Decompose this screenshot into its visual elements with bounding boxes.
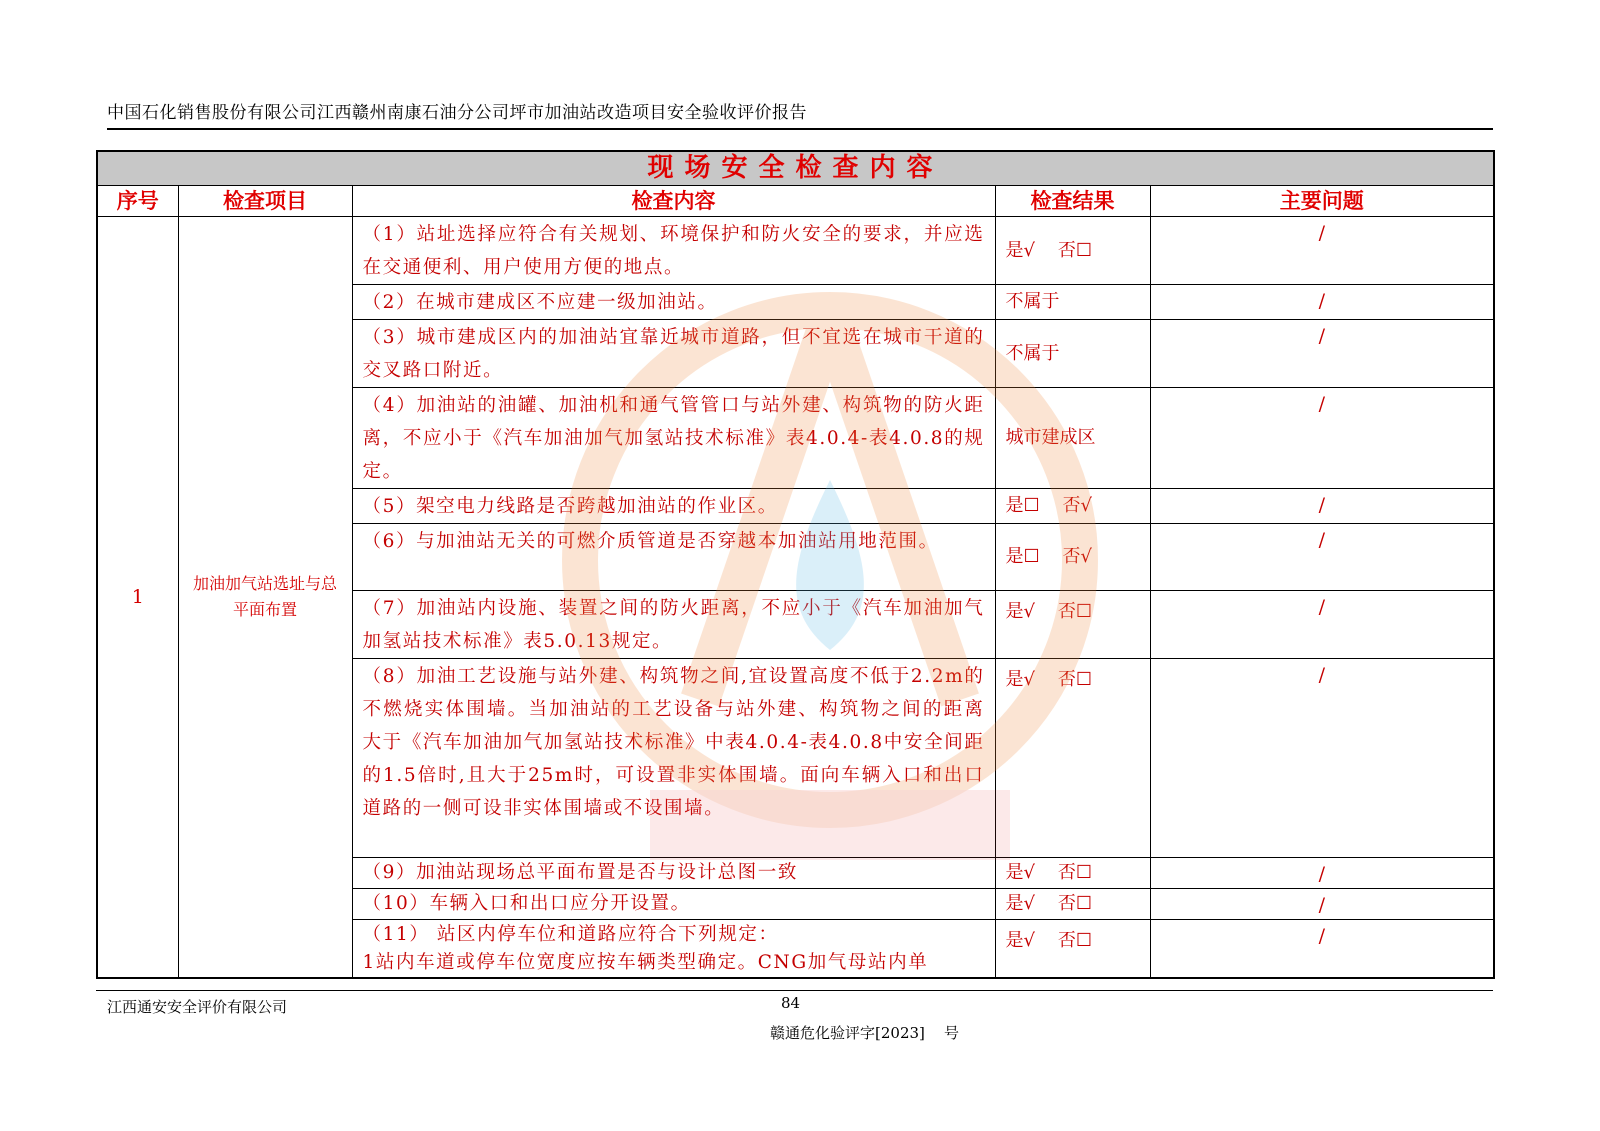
main-issue: / — [1150, 659, 1494, 858]
check-result: 是√ 否☐ — [995, 920, 1150, 979]
main-issue: / — [1150, 320, 1494, 388]
check-result: 不属于 — [995, 285, 1150, 320]
check-result: 是√ 否☐ — [995, 591, 1150, 659]
row-index: 1 — [97, 217, 178, 979]
main-issue: / — [1150, 591, 1494, 659]
check-content: （7）加油站内设施、装置之间的防火距离，不应小于《汽车加油加气加氢站技术标准》表5.0.13规定。 — [352, 591, 995, 659]
check-result: 城市建成区 — [995, 388, 1150, 489]
page-header-title: 中国石化销售股份有限公司江西赣州南康石油分公司坪市加油站改造项目安全验收评价报告 — [107, 103, 807, 123]
document-code: 赣通危化验评字[2023] 号 — [770, 1024, 959, 1042]
page-number: 84 — [781, 994, 801, 1012]
check-content: （2）在城市建成区不应建一级加油站。 — [352, 285, 995, 320]
main-issue: / — [1150, 285, 1494, 320]
main-issue: / — [1150, 217, 1494, 285]
column-header-index: 序号 — [97, 186, 178, 217]
check-result: 不属于 — [995, 320, 1150, 388]
check-result: 是☐ 否√ — [995, 489, 1150, 524]
header-divider — [107, 128, 1493, 130]
main-issue: / — [1150, 388, 1494, 489]
inspection-table — [96, 150, 1495, 979]
main-issue: / — [1150, 858, 1494, 889]
footer-company: 江西通安安全评价有限公司 — [107, 998, 288, 1016]
table-banner: 现场安全检查内容 — [97, 151, 1494, 186]
main-issue: / — [1150, 920, 1494, 979]
check-content: （5）架空电力线路是否跨越加油站的作业区。 — [352, 489, 995, 524]
main-issue: / — [1150, 489, 1494, 524]
check-result: 是√ 否☐ — [995, 889, 1150, 920]
check-content: （8）加油工艺设施与站外建、构筑物之间,宜设置高度不低于2.2m的不燃烧实体围墙。当加油站的工艺设备与站外建、构筑物之间的距离大于《汽车加油加气加氢站技术标准》中表4.0.4-表4.0.8中安全间距的1.5倍时,且大于25m时，可设置非实体围墙。面向车辆入口和出口道路的一侧可设非实体围墙或不设围墙。 — [352, 659, 995, 858]
table-row — [97, 217, 1494, 285]
check-content: （3）城市建成区内的加油站宜靠近城市道路，但不宜选在城市干道的交叉路口附近。 — [352, 320, 995, 388]
column-header-item: 检查项目 — [178, 186, 352, 217]
check-result: 是☐ 否√ — [995, 524, 1150, 591]
column-header-content: 检查内容 — [352, 186, 995, 217]
column-header-result: 检查结果 — [995, 186, 1150, 217]
main-issue: / — [1150, 524, 1494, 591]
check-content: （11） 站区内停车位和道路应符合下列规定： 1站内车道或停车位宽度应按车辆类型确定。CNG加气母站内单 — [352, 920, 995, 979]
check-result: 是√ 否☐ — [995, 858, 1150, 889]
check-content: （6）与加油站无关的可燃介质管道是否穿越本加油站用地范围。 — [352, 524, 995, 591]
column-header-issue: 主要问题 — [1150, 186, 1494, 217]
check-result: 是√ 否☐ — [995, 217, 1150, 285]
check-result: 是√ 否☐ — [995, 659, 1150, 858]
inspection-item: 加油加气站选址与总平面布置 — [178, 217, 352, 979]
footer-divider — [96, 990, 1493, 991]
main-issue: / — [1150, 889, 1494, 920]
check-content: （10）车辆入口和出口应分开设置。 — [352, 889, 995, 920]
check-content: （4）加油站的油罐、加油机和通气管管口与站外建、构筑物的防火距离，不应小于《汽车加油加气加氢站技术标准》表4.0.4-表4.0.8的规定。 — [352, 388, 995, 489]
check-content: （9）加油站现场总平面布置是否与设计总图一致 — [352, 858, 995, 889]
check-content: （1）站址选择应符合有关规划、环境保护和防火安全的要求，并应选在交通便利、用户使用方便的地点。 — [352, 217, 995, 285]
